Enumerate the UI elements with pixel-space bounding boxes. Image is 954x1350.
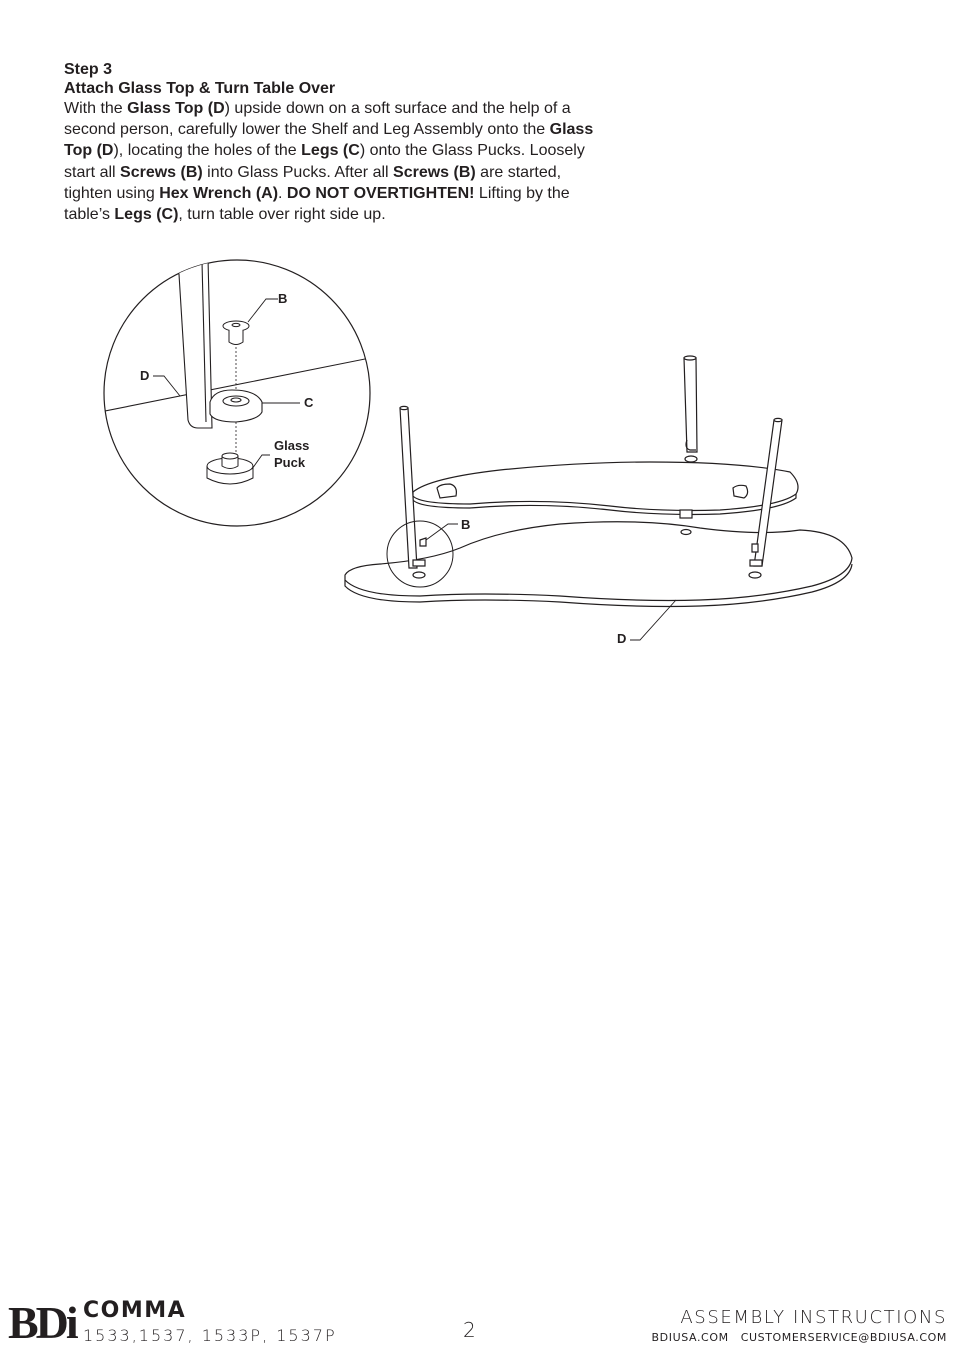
instruction-segment: ) onto the Glass Pucks. Loosely start all — [64, 142, 585, 181]
instruction-segment: are started, tighten using — [64, 163, 562, 202]
email-link[interactable]: CUSTOMERSERVICE@BDIUSA.COM — [740, 1331, 947, 1344]
website-link[interactable]: BDIUSA.COM — [651, 1331, 729, 1344]
table-main-view — [345, 356, 852, 607]
svg-text:BDi: BDi — [8, 1297, 76, 1342]
step-number: Step 3 — [64, 61, 113, 78]
instruction-segment: Legs (C) — [114, 206, 179, 224]
instruction-segment: With the — [64, 100, 128, 117]
detail-label-puck-1: Glass — [274, 438, 310, 453]
leader-main-b — [426, 524, 458, 540]
detail-view — [100, 258, 380, 526]
left-leg-shape — [400, 408, 417, 568]
instruction-segment: Hex Wrench (A) — [159, 184, 279, 202]
document-title: ASSEMBLY INSTRUCTIONS — [680, 1307, 947, 1328]
instruction-segment: DO NOT OVERTIGHTEN! — [286, 184, 475, 202]
detail-label-puck-2: Puck — [274, 455, 306, 470]
instruction-segment: Legs (C — [301, 142, 360, 160]
instruction-segment: into Glass Pucks. After all — [202, 163, 394, 181]
assembly-diagram — [95, 258, 860, 653]
bdi-logo — [8, 1296, 78, 1342]
product-name: COMMA — [83, 1298, 187, 1323]
main-label-glass-top: D — [617, 631, 627, 646]
contact-info — [652, 1331, 947, 1344]
instruction-segment: , turn table over right side up. — [178, 206, 386, 224]
instruction-segment: Lifting by the table’s — [64, 184, 570, 224]
page-number: 2 — [463, 1318, 476, 1342]
model-numbers: 1533,1537, 1533P, 1537P — [83, 1326, 337, 1345]
detail-label-glass-top: D — [140, 368, 150, 383]
instruction-segment: Glass Top (D — [127, 100, 225, 117]
detail-label-leg: C — [304, 395, 314, 410]
detail-label-screw: B — [278, 291, 288, 306]
step-title: Attach Glass Top & Turn Table Over — [64, 80, 336, 97]
instruction-segment: ), locating the holes of the — [113, 142, 302, 160]
back-leg-shape — [684, 358, 697, 452]
instruction-segment: Screws (B) — [120, 163, 203, 181]
instruction-segment: Screws (B) — [393, 163, 476, 181]
instruction-segment: Glass Top (D — [64, 121, 594, 160]
instruction-segment: . — [278, 184, 287, 202]
main-label-screw: B — [461, 517, 471, 532]
instruction-segment: ) upside down on a soft surface and the help of a second person, carefully lower the Shelf and Leg Assembly onto the — [64, 100, 571, 139]
step-instructions — [64, 98, 612, 225]
step-3-section — [64, 60, 612, 225]
